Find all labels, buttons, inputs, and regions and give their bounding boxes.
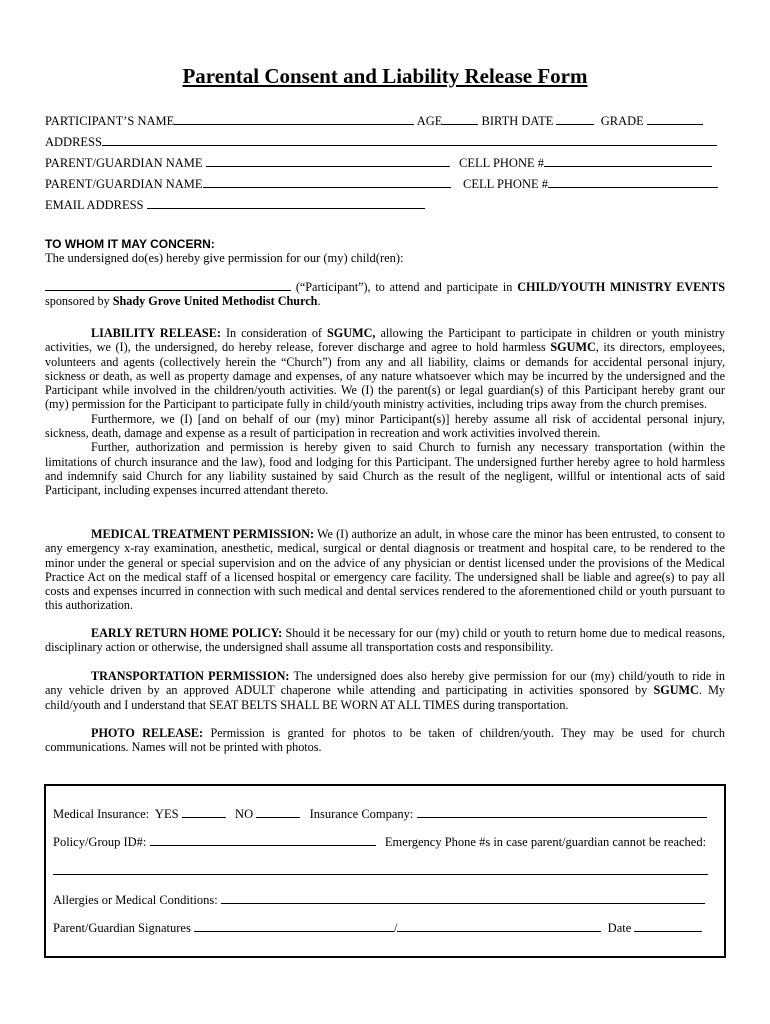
concern-line1: The undersigned do(es) hereby give permission for our (my) child(ren): xyxy=(45,251,404,265)
photo-label: PHOTO RELEASE: xyxy=(91,726,204,740)
birth-date-label: BIRTH DATE xyxy=(481,114,554,128)
policy-row xyxy=(53,834,706,849)
parent1-row xyxy=(45,155,712,170)
address-row xyxy=(45,134,717,149)
age-field[interactable] xyxy=(442,113,478,125)
concern-heading: TO WHOM IT MAY CONCERN: xyxy=(45,237,215,251)
medical-paragraph: MEDICAL TREATMENT PERMISSION: We (I) authorize an adult, in whose care the minor has been entrusted, to consent to any emergency x-ray examination, anesthetic, medical, surgical or dental diagnosis or treatment and hospital care, to be rendered to the minor under the general or special supervision and on the advice of any physician or dentist licensed under the provisions of the Medical Practice Act on the medical staff of a licensed hospital or emergency care facility. The undersigned shall be liable and agree(s) to pay all costs and expenses incurred in connection with such medical and dental services rendered to the aforementioned child or youth pursuant to this authorization. xyxy=(45,527,725,613)
emergency-phone-field[interactable] xyxy=(53,874,708,875)
allergies-label: Allergies or Medical Conditions: xyxy=(53,893,218,907)
participant-name-label: PARTICIPANT’S NAME xyxy=(45,114,175,128)
early-return-label: EARLY RETURN HOME POLICY: xyxy=(91,626,283,640)
parent1-field[interactable] xyxy=(206,155,450,167)
signature1-field[interactable] xyxy=(194,920,394,932)
signature2-field[interactable] xyxy=(397,920,601,932)
date-label: Date xyxy=(607,921,632,935)
church-name: Shady Grove United Methodist Church xyxy=(112,294,318,309)
participant-row xyxy=(45,113,703,128)
insurance-row xyxy=(53,806,707,821)
transport-label: TRANSPORTATION PERMISSION: xyxy=(91,669,290,683)
liability-label: LIABILITY RELEASE: xyxy=(91,326,221,340)
transport-paragraph: TRANSPORTATION PERMISSION: The undersigned does also hereby give permission for our (my) child/youth to ride in any vehicle driven by an approved ADULT chaperone while attending and participating in activities sponsored by SGUMC. My child/youth and I understand that SEAT BELTS SHALL BE WORN AT ALL TIMES during transportation. xyxy=(45,669,726,712)
address-label: ADDRESS xyxy=(45,135,102,149)
parent2-field[interactable] xyxy=(203,176,451,188)
medical-insurance-label: Medical Insurance: YES xyxy=(53,807,179,821)
signatures-label: Parent/Guardian Signatures xyxy=(53,921,191,935)
liability-p2: Furthermore, we (I) [and on behalf of our (my) minor Participant(s)] hereby assume all risk of accidental personal injury, sickness, death, damage and expense as a result of participation in recreation and work activities involved therein. xyxy=(45,411,725,441)
grade-field[interactable] xyxy=(647,113,703,125)
insurance-company-label: Insurance Company: xyxy=(309,807,414,821)
cell1-field[interactable] xyxy=(544,155,712,167)
parent2-label: PARENT/GUARDIAN NAME xyxy=(45,177,203,191)
parent1-label: PARENT/GUARDIAN NAME xyxy=(45,156,203,170)
signature-slash: / xyxy=(393,921,398,935)
early-return-paragraph: EARLY RETURN HOME POLICY: Should it be necessary for our (my) child or youth to return home due to medical reasons, disciplinary action or otherwise, the undersigned shall assume all transportation costs and responsibility. xyxy=(45,626,725,655)
insurance-yes-field[interactable] xyxy=(182,806,226,818)
signature-row xyxy=(53,920,702,935)
photo-paragraph: PHOTO RELEASE: Permission is granted for photos to be taken of children/youth. They may be used for church communications. Names will not be printed with photos. xyxy=(45,726,726,755)
address-field[interactable] xyxy=(102,134,717,146)
participant-name-field[interactable] xyxy=(174,113,414,125)
child-names-field[interactable] xyxy=(45,279,291,291)
emergency-label: Emergency Phone #s in case parent/guardian cannot be reached: xyxy=(384,835,707,849)
no-label: NO xyxy=(235,807,254,821)
grade-label: GRADE xyxy=(600,114,644,128)
liability-p3: Further, authorization and permission is hereby given to said Church to furnish any necessary transportation (within the limitations of church insurance and the law), food and lodging for this Participant. The undersigned further hereby agree to hold harmless and indemnify said Church for any liability sustained by said Church as the result of the negligent, willful or intentional acts of said Participant, including expenses incurred attendant thereto. xyxy=(45,440,725,498)
medical-label: MEDICAL TREATMENT PERMISSION: xyxy=(91,527,315,541)
age-label: AGE xyxy=(416,114,443,128)
insurance-company-field[interactable] xyxy=(417,806,707,818)
email-label: EMAIL ADDRESS xyxy=(45,198,144,212)
insurance-no-field[interactable] xyxy=(256,806,300,818)
parent2-row xyxy=(45,176,718,191)
birth-date-field[interactable] xyxy=(556,113,594,125)
email-field[interactable] xyxy=(147,197,425,209)
policy-field[interactable] xyxy=(150,834,376,846)
concern-paragraph: (“Participant”), to attend and participate in CHILD/YOUTH MINISTRY EVENTS sponsored by Shady Grove United Methodist Church. xyxy=(45,280,726,309)
allergies-row xyxy=(53,892,705,907)
cell1-label: CELL PHONE # xyxy=(459,156,544,170)
medical-info-box xyxy=(44,784,726,958)
cell2-label: CELL PHONE # xyxy=(463,177,548,191)
form-title: Parental Consent and Liability Release Form xyxy=(182,64,588,88)
liability-paragraph: LIABILITY RELEASE: In consideration of SGUMC, allowing the Participant to participate in children or youth ministry activities, we (I), the undersigned, do hereby release, forever discharge and agree to hold harmless SGUMC, its directors, employees, volunteers and agents (collectively herein the “Church”) from any and all liability, claims or demands for accidental personal injury, sickness or death, as well as property damage and expenses, of any nature whatsoever which may be incurred by the undersigned and the Participant while involved in the children/youth activities. We (I) the parent(s) or legal guardian(s) of this Participant hereby grant our (my) permission for the Participant to participate fully in child/youth ministry activities, including trips away from the church premises. Furthermore, we (I) [and on behalf of our (my) minor Participant(s)] hereby assume all risk of accidental personal injury, sickness, death, damage and expense as a result of participation in recreation and work activities involved therein. Further, authorization and permission is hereby given to said Church to furnish any necessary transportation (within the limitations of church insurance and the law), food and lodging for this Participant. The undersigned further hereby agree to hold harmless and indemnify said Church for any liability sustained by said Church as the result of the negligent, willful or intentional acts of said Participant, including expenses incurred attendant thereto. xyxy=(45,326,726,498)
cell2-field[interactable] xyxy=(548,176,718,188)
date-field[interactable] xyxy=(634,920,702,932)
email-row xyxy=(45,197,425,212)
policy-label: Policy/Group ID#: xyxy=(53,835,147,849)
allergies-field[interactable] xyxy=(221,892,705,904)
